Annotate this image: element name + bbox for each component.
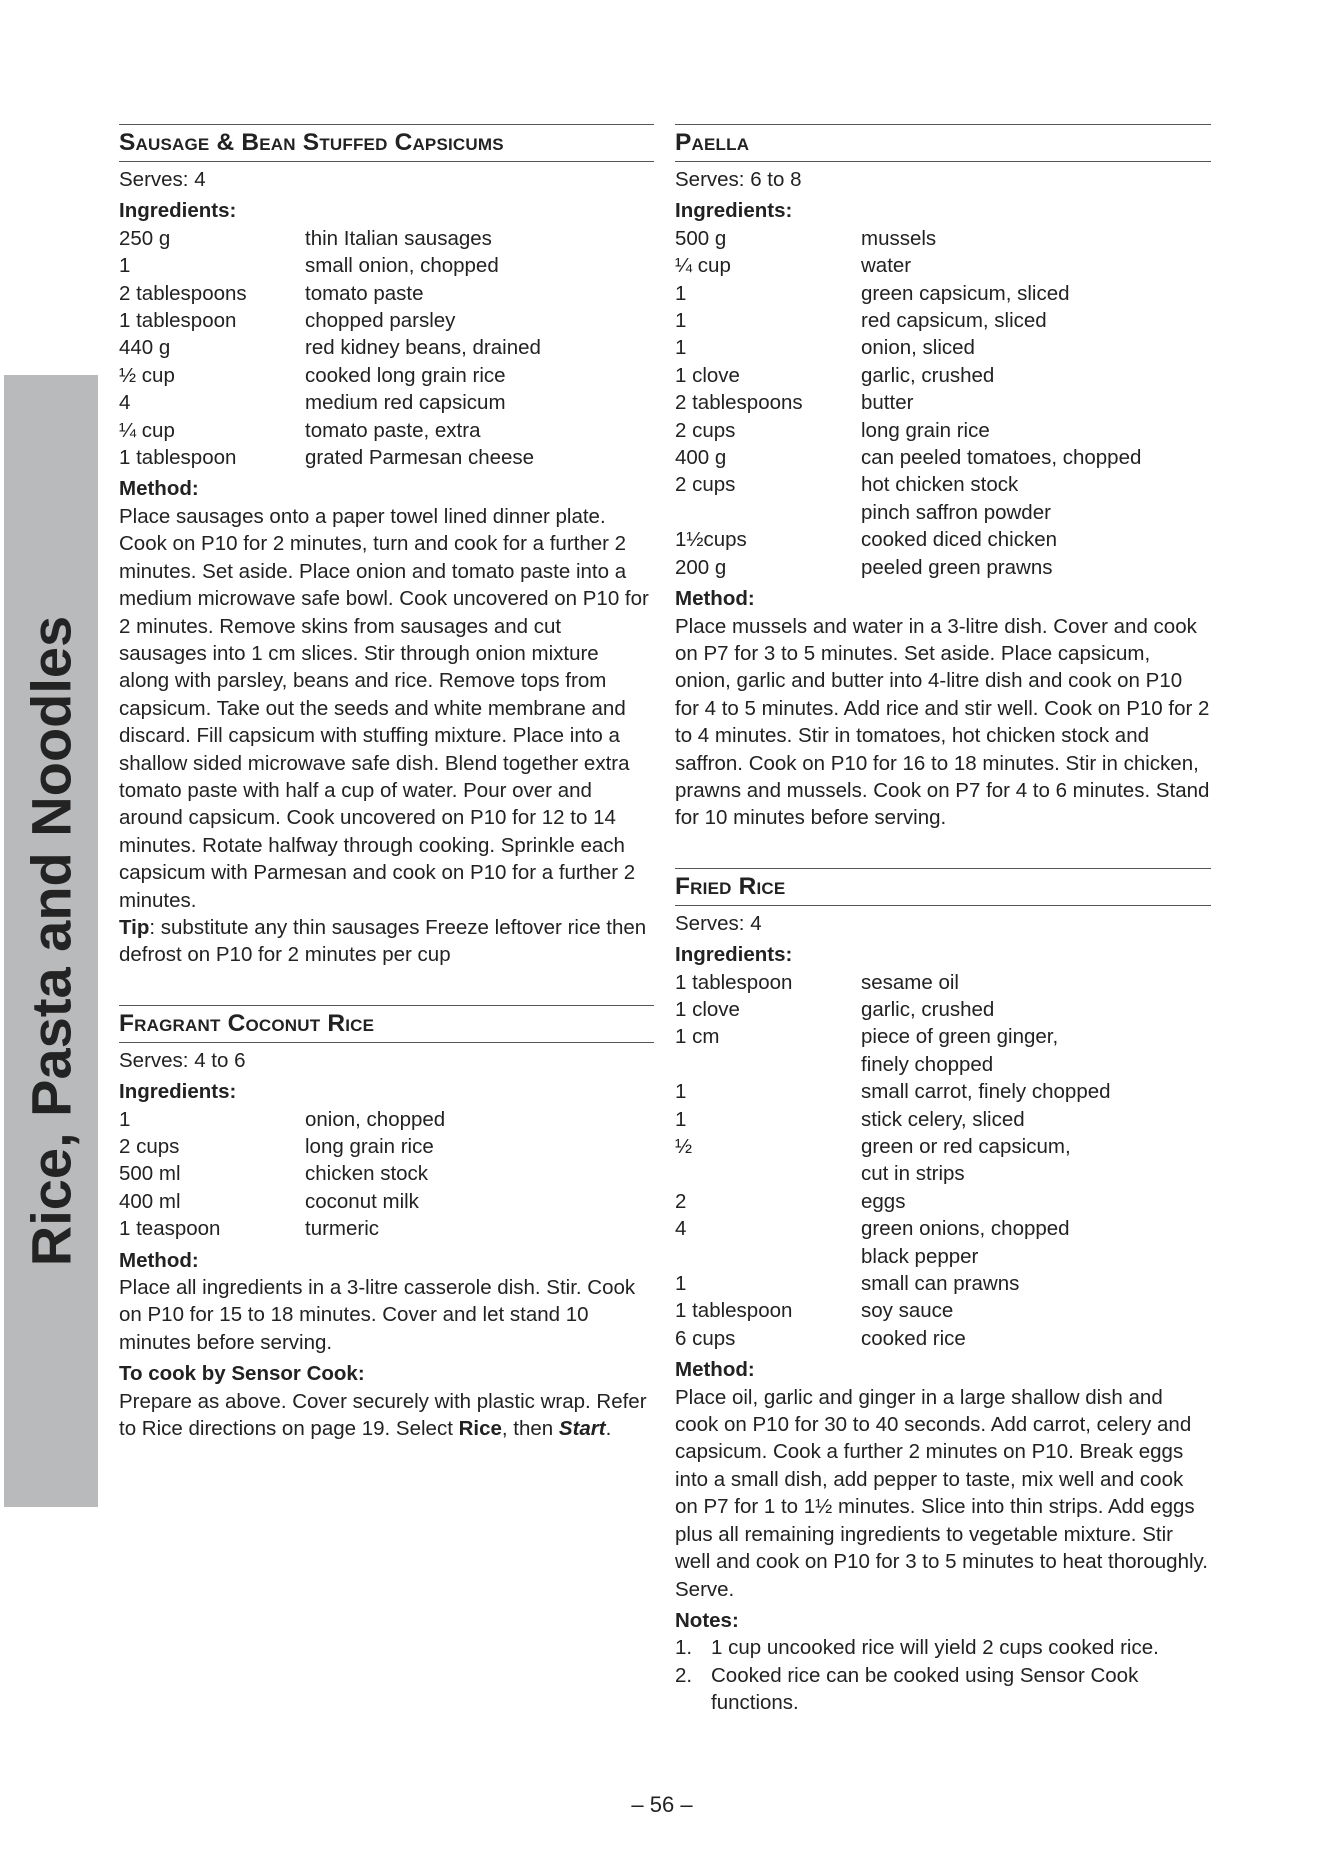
ingredient-qty: 2 cups: [675, 418, 736, 442]
ingredient-row: [119, 1215, 654, 1242]
ingredient-qty: 1 teaspoon: [119, 1217, 221, 1241]
recipe-serves: Serves: 4: [675, 911, 762, 935]
ingredient-row: [675, 1078, 1211, 1105]
recipe-fried-rice: [675, 868, 1211, 1717]
ingredient-name: mussels: [861, 226, 937, 250]
ingredient-name: can peeled tomatoes, chopped: [861, 446, 1142, 470]
ingredients-label: Ingredients:: [675, 943, 793, 967]
recipe-serves: Serves: 4 to 6: [119, 1048, 246, 1072]
ingredient-qty: ½: [675, 1135, 693, 1158]
ingredient-qty: 4: [119, 391, 131, 415]
method-text: Place all ingredients in a 3-litre casserole dish. Stir. Cook on P10 for 15 to 18 minutes. Cover and let stand 10 minutes before serving.: [119, 1276, 636, 1354]
ingredient-qty: 1 tablespoon: [119, 446, 237, 470]
ingredient-row: [675, 362, 1211, 389]
note-item: [675, 1662, 1211, 1717]
method-label: Method:: [119, 1248, 199, 1272]
sensor-text-part: .: [605, 1417, 612, 1441]
left-column: [119, 124, 654, 1442]
sensor-start-key: Start: [558, 1417, 606, 1441]
ingredient-row: [119, 417, 654, 444]
ingredient-list: [675, 969, 1211, 1353]
ingredient-qty: 1: [675, 1272, 687, 1296]
ingredient-name: finely chopped: [861, 1052, 994, 1076]
ingredient-row: [119, 252, 654, 279]
note-number: 1.: [675, 1636, 693, 1660]
ingredient-row: [675, 1297, 1211, 1324]
ingredient-qty: [675, 499, 861, 526]
ingredient-row: [675, 996, 1211, 1023]
ingredient-qty: 2 cups: [119, 1135, 180, 1158]
ingredient-row: [675, 499, 1211, 526]
ingredient-row: [675, 1106, 1211, 1133]
ingredient-name: grated Parmesan cheese: [305, 446, 535, 470]
recipe-title: Fried Rice: [675, 869, 1211, 906]
ingredient-qty: 1: [675, 281, 687, 305]
ingredient-row: [675, 471, 1211, 498]
sensor-text-part: Prepare as above. Cover securely with plastic wrap. Refer to Rice directions on page 19. Select: [119, 1389, 647, 1441]
recipe-paella: [675, 124, 1211, 832]
recipe-serves: Serves: 6 to 8: [675, 168, 802, 191]
ingredient-row: [119, 362, 654, 389]
ingredient-row: [675, 1243, 1211, 1270]
ingredients-label: Ingredients:: [119, 199, 237, 223]
ingredient-name: soy sauce: [861, 1299, 954, 1323]
ingredient-name: medium red capsicum: [305, 391, 506, 415]
ingredient-row: [119, 307, 654, 334]
ingredient-qty: 1: [119, 1107, 131, 1131]
ingredients-label: Ingredients:: [675, 199, 793, 223]
sensor-cook-text: [119, 1388, 654, 1443]
ingredient-list: [119, 225, 654, 472]
ingredient-qty: 1 tablespoon: [675, 1299, 793, 1323]
ingredient-qty: [675, 1160, 861, 1187]
ingredient-row: [675, 1215, 1211, 1242]
ingredient-qty: 1: [675, 309, 687, 333]
ingredient-row: [675, 389, 1211, 416]
ingredient-name: long grain rice: [861, 418, 990, 442]
ingredient-row: [675, 252, 1211, 279]
ingredient-name: stick celery, sliced: [861, 1107, 1025, 1131]
ingredient-qty: 1: [675, 336, 687, 360]
ingredient-row: [675, 280, 1211, 307]
method-label: Method:: [119, 477, 199, 501]
ingredient-qty: 1: [119, 254, 131, 278]
ingredient-name: small carrot, finely chopped: [861, 1080, 1111, 1104]
ingredient-row: [119, 1188, 654, 1215]
ingredient-name: thin Italian sausages: [305, 226, 492, 250]
ingredient-qty: ¼ cup: [675, 254, 731, 278]
ingredient-qty: [675, 1243, 861, 1270]
ingredient-row: [119, 1106, 654, 1133]
ingredient-qty: 6 cups: [675, 1326, 736, 1350]
ingredient-name: coconut milk: [305, 1189, 419, 1213]
ingredient-qty: ¼ cup: [119, 418, 175, 442]
ingredient-name: small onion, chopped: [305, 254, 499, 278]
ingredient-list: [119, 1106, 654, 1243]
ingredient-qty: 1 tablespoon: [675, 970, 793, 994]
ingredient-row: [119, 1133, 654, 1160]
ingredient-name: pinch saffron powder: [861, 500, 1051, 524]
ingredient-name: green or red capsicum,: [861, 1135, 1071, 1158]
ingredient-row: [119, 1160, 654, 1187]
ingredient-row: [675, 1160, 1211, 1187]
section-tab-label: Rice, Pasta and Noodles: [19, 615, 83, 1267]
method-text: Place mussels and water in a 3-litre dish. Cover and cook on P7 for 3 to 5 minutes. Set aside. Place capsicum, onion, garlic and butter into 4-litre dish and cook on P10 for 4 to 5 minutes. Add rice and stir well. Cook on P10 for 2 to 4 minutes. Stir in tomatoes, hot chicken stock and saffron. Cook on P10 for 16 to 18 minutes. Stir in chicken, prawns and mussels. Cook on P7 for 4 to 6 minutes. Stand for 10 minutes before serving.: [675, 614, 1210, 830]
notes-list: [675, 1634, 1211, 1716]
ingredient-name: black pepper: [861, 1244, 979, 1268]
sensor-text-part: , then: [501, 1417, 559, 1441]
ingredient-name: chopped parsley: [305, 309, 456, 333]
ingredient-row: [675, 1023, 1211, 1050]
ingredient-name: green capsicum, sliced: [861, 281, 1070, 305]
ingredient-name: red capsicum, sliced: [861, 309, 1047, 333]
ingredient-name: tomato paste: [305, 281, 424, 305]
ingredient-name: chicken stock: [305, 1162, 429, 1186]
ingredient-name: small can prawns: [861, 1272, 1020, 1296]
ingredient-row: [119, 389, 654, 416]
ingredient-qty: 2: [675, 1189, 687, 1213]
method-text: Place sausages onto a paper towel lined dinner plate. Cook on P10 for 2 minutes, turn and cook for a further 2 minutes. Set aside. Place onion and tomato paste into a medium microwave safe bowl. Cook uncovered on P10 for 2 minutes. Remove skins from sausages and cut sausages into 1 cm slices. Stir through onion mixture along with parsley, beans and rice. Remove tops from capsicum. Take out the seeds and white membrane and discard. Fill capsicum with stuffing mixture. Place into a shallow sided microwave safe dish. Blend together extra tomato paste with half a cup of water. Pour over and around capsicum. Cook uncovered on P10 for 12 to 14 minutes. Rotate halfway through cooking. Sprinkle each capsicum with Parmesan and cook on P10 for a further 2 minutes.: [119, 504, 649, 912]
tip-body: : substitute any thin sausages Freeze leftover rice then defrost on P10 for 2 minutes per cup: [119, 915, 647, 967]
note-item: [675, 1634, 1211, 1661]
notes-label: Notes:: [675, 1608, 739, 1632]
ingredient-name: piece of green ginger,: [861, 1025, 1059, 1049]
ingredient-row: [675, 444, 1211, 471]
ingredient-qty: 1: [675, 1107, 687, 1131]
method-text: Place oil, garlic and ginger in a large shallow dish and cook on P10 for 30 to 40 seconds. Add carrot, celery and capsicum. Cook a further 2 minutes on P10. Break eggs into a small dish, add pepper to taste, mix well and cook on P7 for 1 to 1½ minutes. Slice into thin strips. Add eggs plus all remaining ingredients to vegetable mixture. Stir well and cook on P10 for 3 to 5 minutes to heat thoroughly. Serve.: [675, 1385, 1208, 1601]
ingredient-qty: 250 g: [119, 226, 171, 250]
ingredient-qty: 1: [675, 1080, 687, 1104]
recipe-title: Fragrant Coconut Rice: [119, 1006, 654, 1043]
ingredient-qty: ½ cup: [119, 363, 175, 387]
ingredient-name: eggs: [861, 1189, 906, 1213]
ingredient-row: [675, 554, 1211, 581]
ingredient-name: water: [861, 254, 912, 278]
ingredient-row: [675, 1188, 1211, 1215]
ingredient-name: tomato paste, extra: [305, 418, 481, 442]
ingredient-name: long grain rice: [305, 1135, 434, 1158]
sensor-rice-key: Rice: [458, 1417, 502, 1441]
note-number: 2.: [675, 1663, 693, 1687]
ingredient-row: [675, 969, 1211, 996]
ingredient-row: [675, 1325, 1211, 1352]
tip-label: Tip: [119, 915, 150, 939]
method-label: Method:: [675, 587, 755, 611]
ingredient-name: garlic, crushed: [861, 997, 995, 1021]
ingredient-row: [675, 417, 1211, 444]
ingredient-name: peeled green prawns: [861, 555, 1053, 579]
ingredient-row: [675, 1051, 1211, 1078]
ingredient-qty: 1 tablespoon: [119, 309, 237, 333]
ingredient-name: red kidney beans, drained: [305, 336, 541, 360]
ingredient-row: [119, 444, 654, 471]
ingredient-list: [675, 225, 1211, 581]
ingredient-name: garlic, crushed: [861, 363, 995, 387]
ingredient-qty: 1½cups: [675, 528, 747, 552]
section-side-tab: [4, 375, 98, 1507]
ingredient-qty: 2 cups: [675, 473, 736, 497]
ingredient-name: hot chicken stock: [861, 473, 1019, 497]
recipe-title: Paella: [675, 125, 1211, 162]
ingredient-name: sesame oil: [861, 970, 959, 994]
ingredient-qty: 200 g: [675, 555, 727, 579]
ingredient-qty: 500 g: [675, 226, 727, 250]
note-text: 1 cup uncooked rice will yield 2 cups cooked rice.: [711, 1636, 1159, 1660]
page-number: – 56 –: [631, 1792, 693, 1817]
ingredient-qty: 4: [675, 1217, 687, 1241]
ingredient-name: cooked rice: [861, 1326, 966, 1350]
note-text: Cooked rice can be cooked using Sensor Cook functions.: [711, 1663, 1139, 1715]
recipe-title: Sausage & Bean Stuffed Capsicums: [119, 125, 654, 162]
ingredient-qty: 1 clove: [675, 997, 740, 1021]
ingredient-row: [675, 1270, 1211, 1297]
ingredient-qty: 2 tablespoons: [119, 281, 247, 305]
ingredient-row: [675, 334, 1211, 361]
ingredient-name: cooked long grain rice: [305, 363, 506, 387]
ingredient-name: onion, chopped: [305, 1107, 446, 1131]
recipe-coconut-rice: [119, 1005, 654, 1443]
ingredient-row: [675, 1133, 1211, 1160]
ingredient-row: [119, 280, 654, 307]
ingredient-qty: 2 tablespoons: [675, 391, 803, 415]
ingredients-label: Ingredients:: [119, 1080, 237, 1104]
ingredient-qty: [675, 1051, 861, 1078]
ingredient-name: onion, sliced: [861, 336, 975, 360]
ingredient-qty: 440 g: [119, 336, 171, 360]
ingredient-qty: 400 ml: [119, 1189, 181, 1213]
ingredient-name: cooked diced chicken: [861, 528, 1058, 552]
ingredient-row: [675, 307, 1211, 334]
ingredient-qty: 500 ml: [119, 1162, 181, 1186]
ingredient-qty: 400 g: [675, 446, 727, 470]
ingredient-name: cut in strips: [861, 1162, 965, 1186]
ingredient-row: [675, 526, 1211, 553]
ingredient-qty: 1 cm: [675, 1025, 720, 1049]
right-column: [675, 124, 1211, 1717]
ingredient-qty: 1 clove: [675, 363, 740, 387]
ingredient-row: [675, 225, 1211, 252]
sensor-cook-label: To cook by Sensor Cook:: [119, 1362, 365, 1386]
recipe-serves: Serves: 4: [119, 168, 206, 191]
ingredient-name: butter: [861, 391, 914, 415]
recipe-sausage-bean: [119, 124, 654, 969]
ingredient-row: [119, 334, 654, 361]
ingredient-name: turmeric: [305, 1217, 380, 1241]
tip-text: [119, 914, 654, 969]
method-label: Method:: [675, 1358, 755, 1382]
ingredient-name: green onions, chopped: [861, 1217, 1070, 1241]
ingredient-row: [119, 225, 654, 252]
